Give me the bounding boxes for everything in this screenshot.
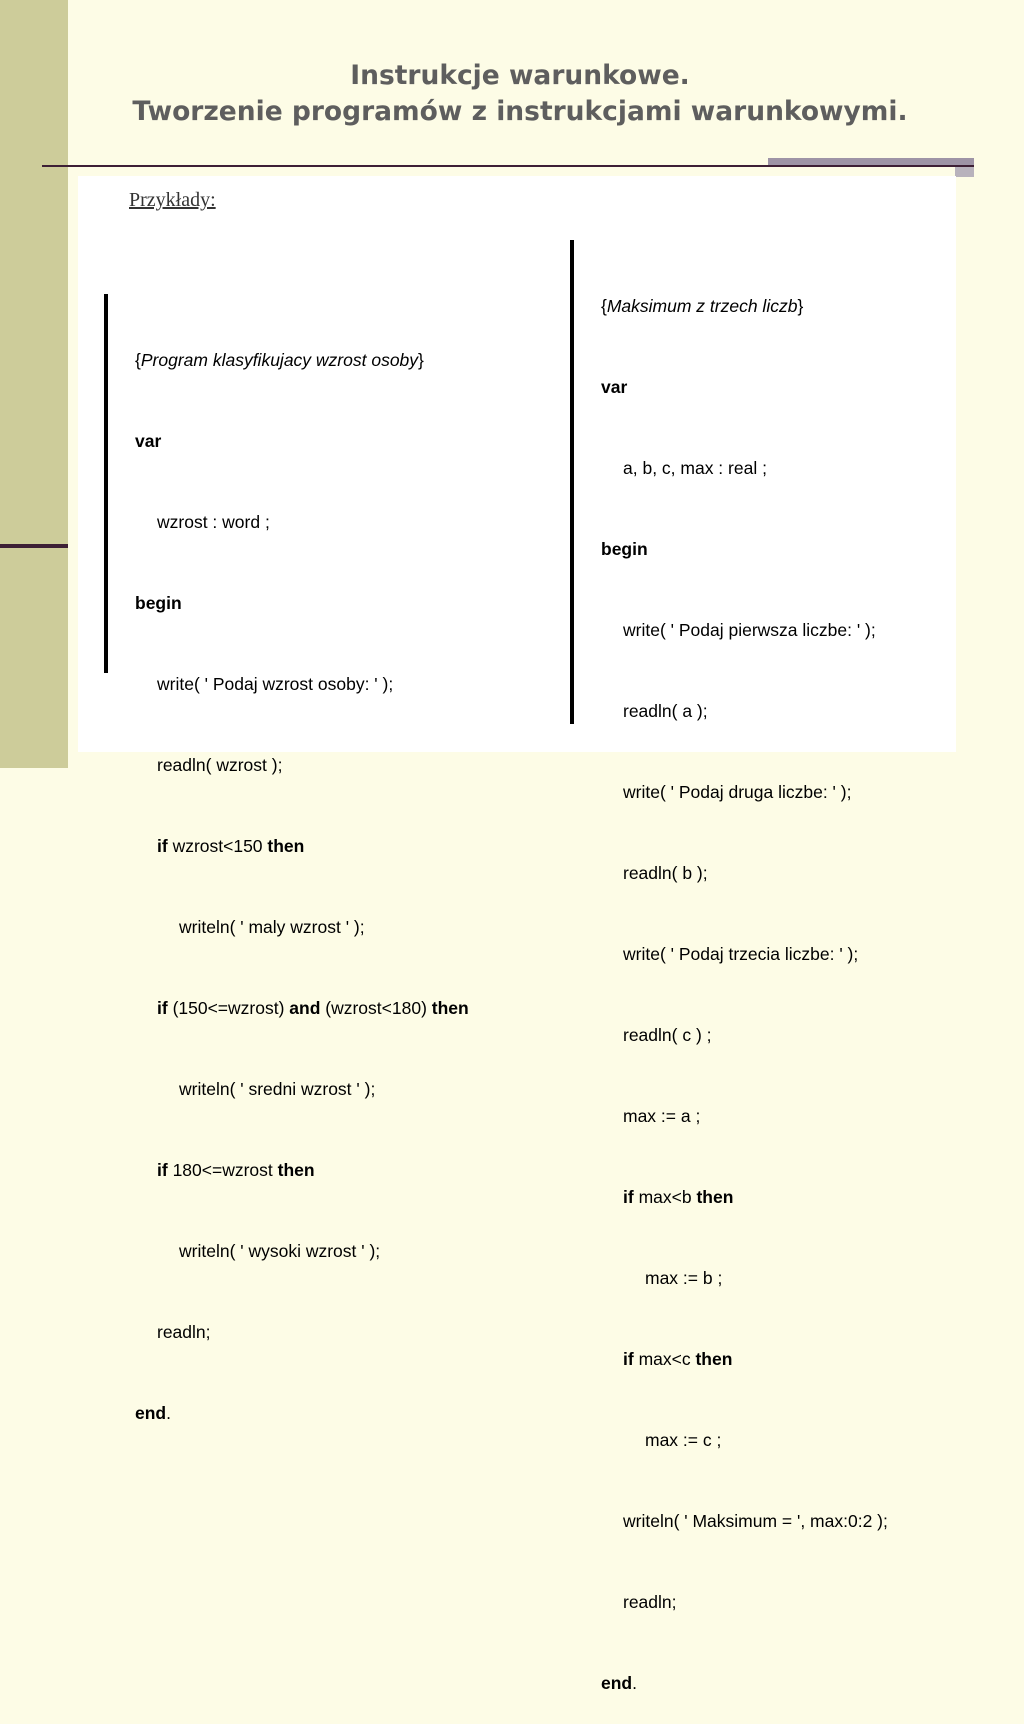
code-line: max := a ; [623,1106,701,1126]
code-comment: Program klasyfikujacy wzrost osoby [140,350,419,370]
condition: (150<=wzrost) [167,998,290,1018]
code-line: readln( b ); [623,863,708,883]
code-line [135,995,469,1022]
code-line [601,1670,888,1697]
code-line [601,536,888,563]
title-line-1: Instrukcje warunkowe. [350,60,690,91]
code-line [135,1157,469,1184]
keyword-then: then [267,836,305,856]
slide-title [40,58,1000,130]
end-dot: . [166,1403,171,1423]
code-line: a, b, c, max : real ; [623,458,767,478]
keyword-if: if [623,1349,634,1369]
code-line: writeln( ' Maksimum = ', max:0:2 ); [623,1511,888,1531]
code-line: readln; [157,1322,211,1342]
keyword-begin: begin [135,593,182,613]
code-line [135,1400,469,1427]
code-line: wzrost : word ; [157,512,270,532]
code-line: writeln( ' sredni wzrost ' ); [179,1079,376,1099]
keyword-if: if [157,1160,168,1180]
code-line: write( ' Podaj pierwsza liczbe: ' ); [623,620,876,640]
keyword-if: if [623,1187,634,1207]
code-line [135,347,469,374]
program1-code [135,293,469,1454]
code-line: write( ' Podaj druga liczbe: ' ); [623,782,852,802]
divider-accent [768,158,974,165]
keyword-then: then [695,1349,733,1369]
code-line: writeln( ' wysoki wzrost ' ); [179,1241,381,1261]
comment-brace: { [135,350,141,370]
keyword-and: and [289,998,321,1018]
program2-code [601,239,888,1724]
program2-margin-bar [570,240,574,724]
keyword-if: if [157,836,168,856]
code-line: max := b ; [645,1268,723,1288]
comment-brace: { [601,296,607,316]
code-comment: Maksimum z trzech liczb [606,296,798,316]
code-line [135,833,469,860]
condition: (wzrost<180) [320,998,432,1018]
code-line: writeln( ' maly wzrost ' ); [179,917,365,937]
comment-brace: } [797,296,804,316]
keyword-var: var [601,377,628,397]
title-divider [42,165,974,167]
divider-accent-shadow [955,167,974,177]
end-dot: . [632,1673,637,1693]
condition: max<b [633,1187,697,1207]
keyword-begin: begin [601,539,648,559]
code-line: write( ' Podaj trzecia liczbe: ' ); [623,944,859,964]
code-line [601,1346,888,1373]
code-line [135,428,469,455]
code-line: readln( a ); [623,701,708,721]
left-band-accent-line [0,544,68,548]
keyword-then: then [431,998,469,1018]
code-line [601,293,888,320]
condition: 180<=wzrost [167,1160,278,1180]
keyword-then: then [696,1187,734,1207]
program1-margin-bar [104,294,108,673]
code-line: readln( wzrost ); [157,755,283,775]
code-line: write( ' Podaj wzrost osoby: ' ); [157,674,394,694]
code-line [135,590,469,617]
keyword-var: var [135,431,162,451]
comment-brace: } [418,350,424,370]
code-line [601,374,888,401]
code-line: readln; [623,1592,677,1612]
code-line: max := c ; [645,1430,722,1450]
keyword-end: end [601,1673,633,1693]
condition: wzrost<150 [167,836,268,856]
examples-label: Przykłady: [129,189,216,211]
code-line: readln( c ) ; [623,1025,712,1045]
condition: max<c [633,1349,696,1369]
keyword-then: then [277,1160,315,1180]
code-line [601,1184,888,1211]
keyword-if: if [157,998,168,1018]
keyword-end: end [135,1403,167,1423]
title-line-2: Tworzenie programów z instrukcjami warunkowymi. [132,96,908,127]
